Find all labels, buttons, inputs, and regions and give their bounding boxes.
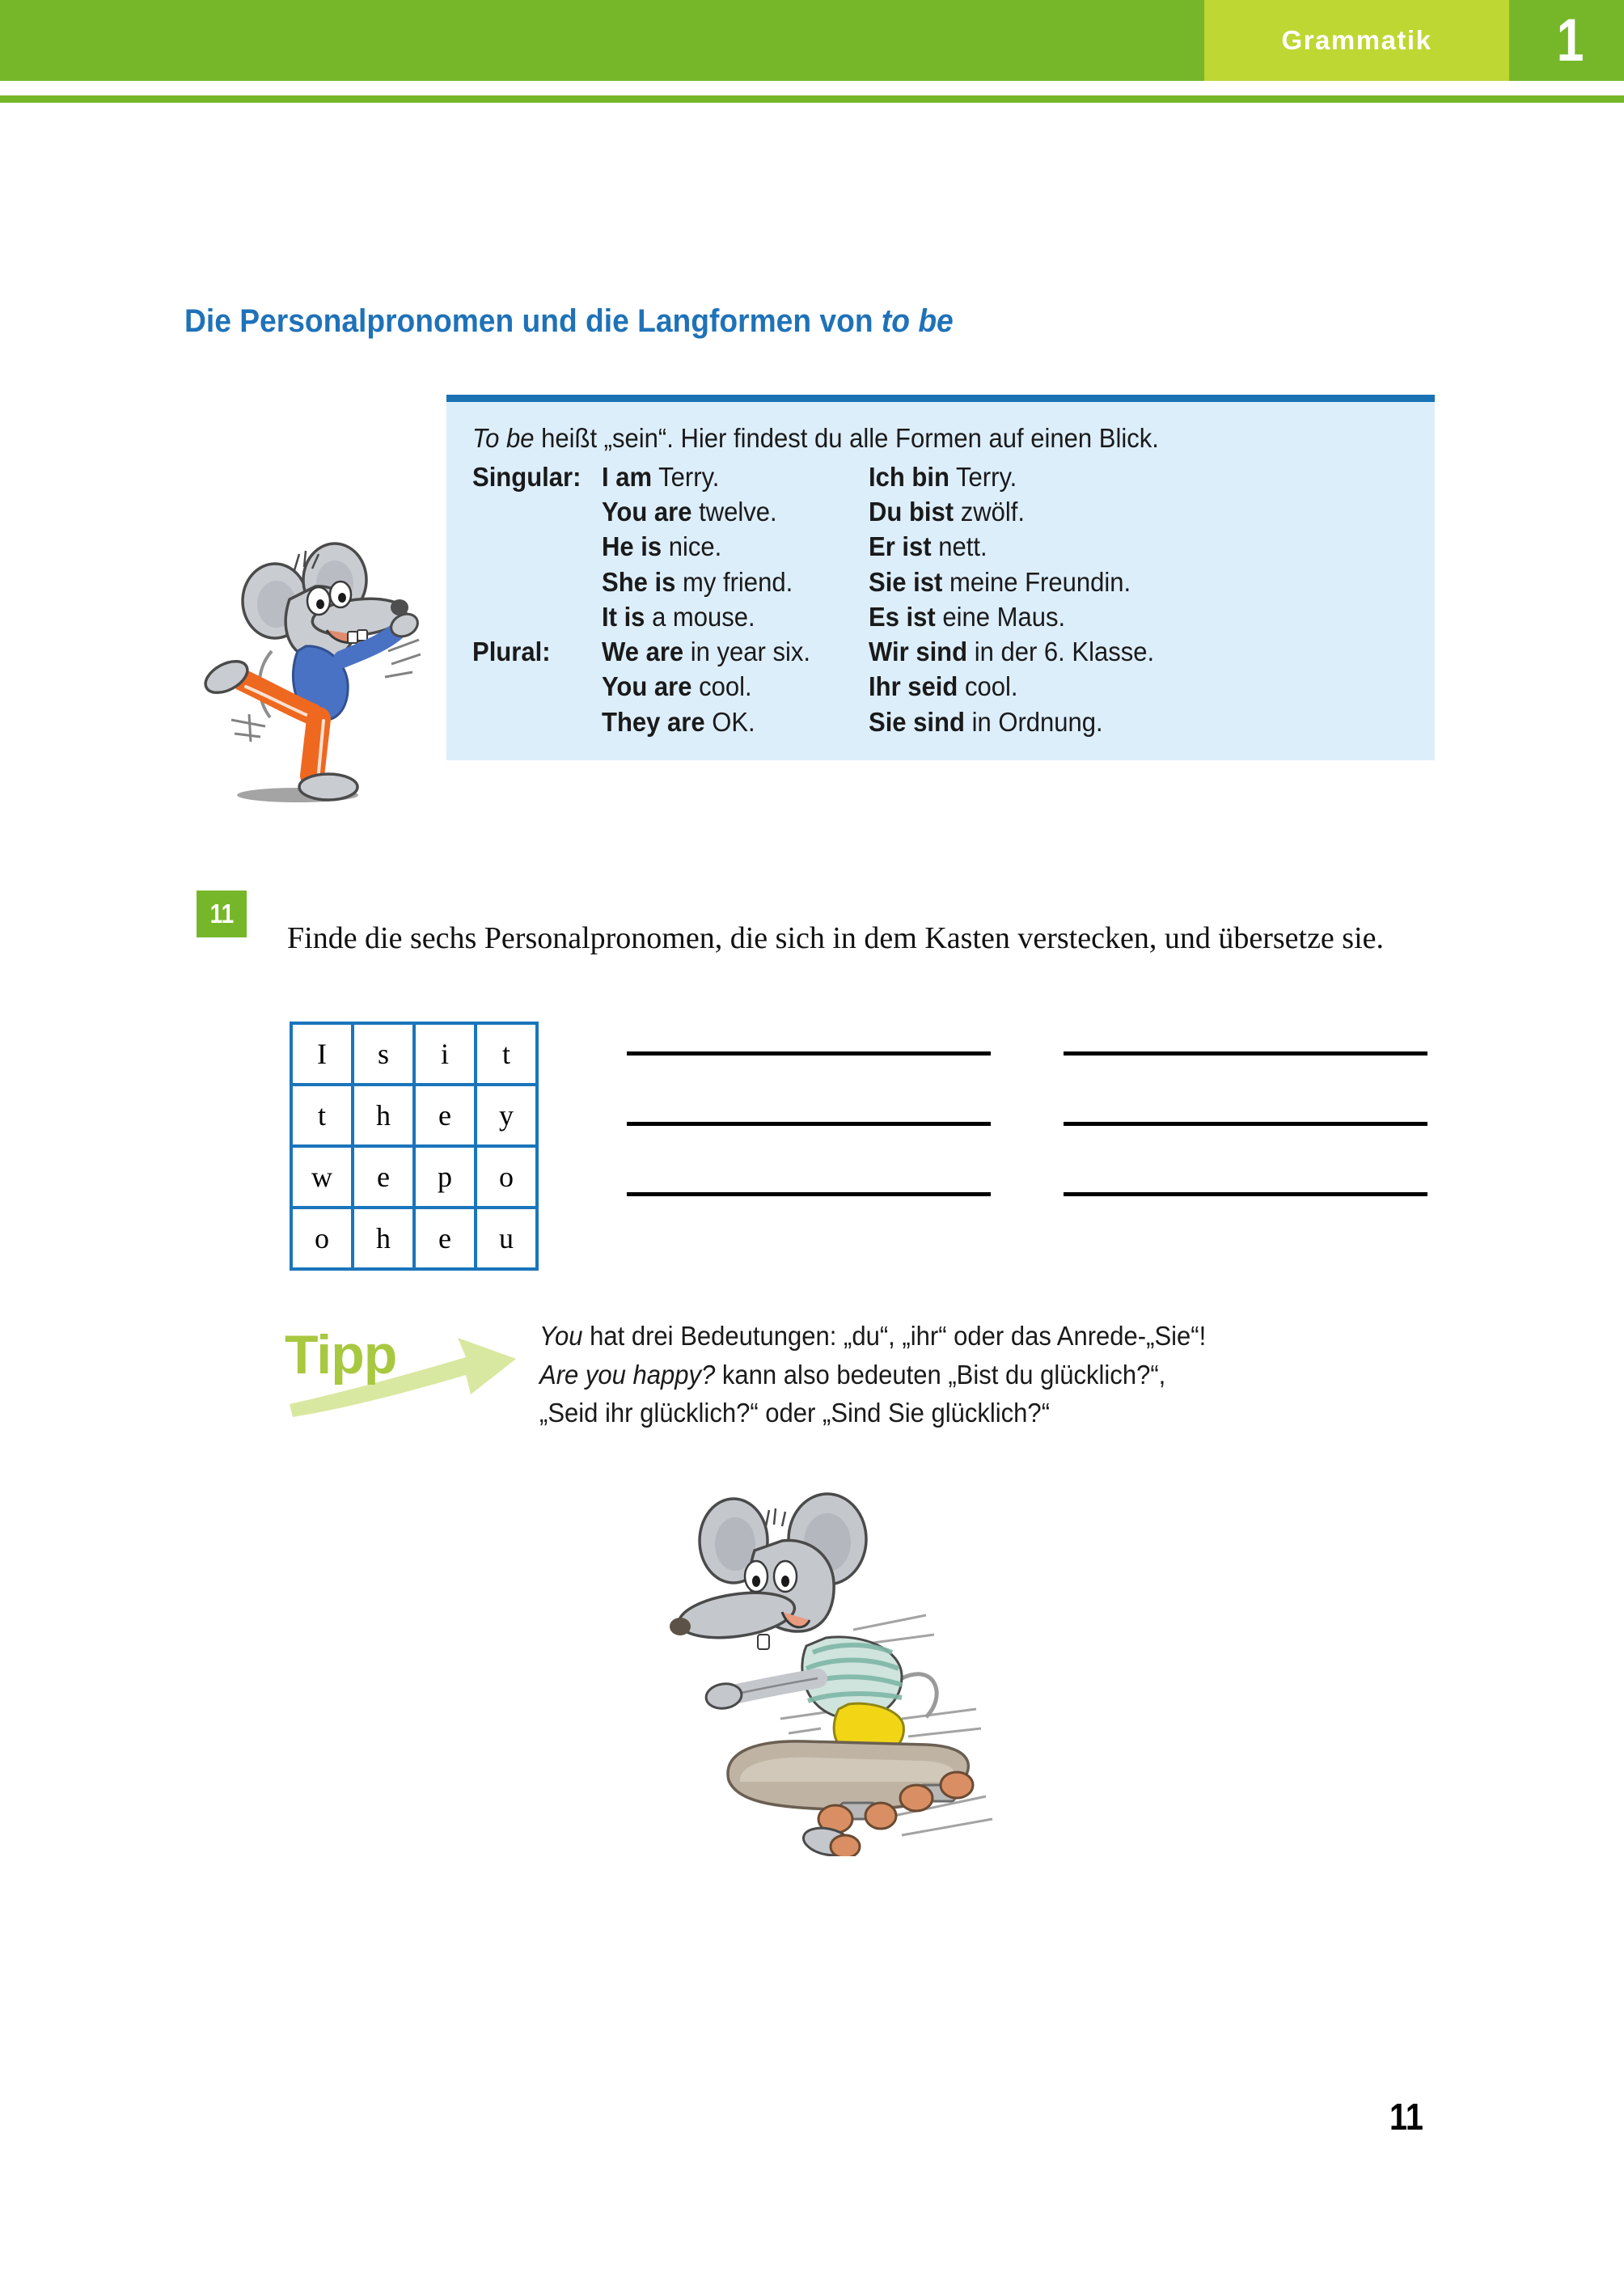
conjugation-german-form: Er ist: [869, 531, 932, 562]
exercise-number-badge: [197, 891, 247, 937]
answer-line-row: [627, 1122, 1436, 1126]
answer-line[interactable]: [627, 1051, 991, 1056]
conjugation-german-form: Ihr seid: [869, 671, 958, 702]
letter-grid-cell[interactable]: i: [414, 1023, 476, 1085]
conjugation-english: They are OK.: [602, 706, 755, 737]
answer-line[interactable]: [1064, 1192, 1427, 1196]
conjugation-english: I am Terry.: [602, 462, 720, 492]
conjugation-number-label: Singular:: [472, 462, 582, 492]
conjugation-english-form: We are: [602, 637, 684, 667]
letter-grid-cell[interactable]: s: [353, 1023, 414, 1085]
tip-line-2-emphasis: Are you happy?: [539, 1359, 716, 1390]
conjugation-german: Du bist zwölf.: [869, 497, 1026, 527]
answer-line[interactable]: [627, 1192, 991, 1196]
info-box-intro-rest: heißt „sein“. Hier findest du alle Formen auf einen Blick.: [534, 423, 1159, 453]
letter-grid-cell[interactable]: o: [476, 1146, 537, 1208]
conjugation-english-form: She is: [602, 566, 676, 597]
tip-line-1: [539, 1317, 1387, 1356]
letter-grid-cell[interactable]: h: [353, 1085, 414, 1146]
conjugation-english: You are twelve.: [602, 497, 777, 527]
conjugation-english: You are cool.: [602, 671, 752, 702]
conjugation-german-form: Sie ist: [869, 566, 943, 597]
letter-search-grid[interactable]: [290, 1022, 539, 1271]
conjugation-row: [472, 599, 1435, 634]
answer-line-row: [627, 1192, 1436, 1196]
answer-line[interactable]: [1064, 1122, 1427, 1126]
letter-grid-row: [291, 1208, 537, 1269]
grammar-info-box: [446, 395, 1435, 760]
conjugation-german: Er ist nett.: [869, 531, 988, 562]
conjugation-table: [446, 459, 1435, 739]
mouse-skateboard-illustration: [659, 1476, 1007, 1856]
tip-line-2-rest: kann also bedeuten „Bist du glücklich?“,: [715, 1359, 1166, 1390]
tip-line-1-rest: hat drei Bedeutungen: „du“, „ihr“ oder das Anrede-„Sie“!: [582, 1321, 1207, 1351]
conjugation-english-form: I am: [602, 462, 653, 492]
letter-grid-cell[interactable]: t: [291, 1085, 353, 1146]
exercise-number: 11: [209, 899, 234, 929]
header-section-tab: [1204, 0, 1509, 81]
conjugation-row: [472, 529, 1435, 564]
conjugation-number-label: Plural:: [472, 637, 551, 667]
conjugation-german: Sie sind in Ordnung.: [869, 706, 1103, 737]
conjugation-row: [472, 669, 1435, 704]
conjugation-english-form: They are: [602, 706, 705, 737]
letter-grid-cell[interactable]: w: [291, 1146, 353, 1208]
letter-grid-cell[interactable]: t: [476, 1023, 537, 1085]
conjugation-german-form: Ich bin: [869, 462, 949, 492]
conjugation-english: We are in year six.: [602, 637, 811, 667]
conjugation-german-form: Wir sind: [869, 637, 968, 667]
tip-text: [539, 1317, 1441, 1432]
exercise-instruction: Finde die sechs Personalpronomen, die sich in dem Kasten verstecken, und übersetze sie.: [287, 921, 1385, 955]
conjugation-english-form: You are: [602, 671, 692, 702]
tip-label: Tipp: [285, 1324, 397, 1386]
answer-line-row: [627, 1051, 1436, 1056]
conjugation-german: Wir sind in der 6. Klasse.: [869, 637, 1155, 667]
letter-grid-cell[interactable]: y: [476, 1085, 537, 1146]
letter-grid-cell[interactable]: e: [414, 1085, 476, 1146]
info-box-intro: [472, 423, 1377, 454]
conjugation-number-label: [472, 704, 594, 739]
conjugation-row: [472, 565, 1435, 599]
conjugation-row: [472, 704, 1435, 739]
header-section-label: Grammatik: [1281, 25, 1432, 55]
conjugation-number-label: [472, 599, 594, 634]
letter-grid-cell[interactable]: u: [476, 1208, 537, 1269]
conjugation-english: He is nice.: [602, 531, 722, 562]
letter-grid-cell[interactable]: o: [291, 1208, 353, 1269]
conjugation-number-label: [472, 565, 594, 599]
letter-grid-row: [291, 1023, 537, 1085]
letter-grid-cell[interactable]: I: [291, 1023, 353, 1085]
conjugation-row: [472, 459, 1435, 494]
mouse-dancing-illustration: [176, 530, 435, 805]
page-title-emphasis: to be: [881, 302, 954, 339]
conjugation-english: She is my friend.: [602, 566, 793, 597]
answer-line[interactable]: [627, 1122, 991, 1126]
page-number: 11: [1389, 2096, 1423, 2138]
header-chapter-number: 1: [1557, 6, 1584, 74]
tip-line-3: „Seid ihr glücklich?“ oder „Sind Sie glücklich?“: [539, 1398, 1051, 1428]
letter-grid-row: [291, 1146, 537, 1208]
conjugation-row: [472, 494, 1435, 529]
conjugation-german: Ihr seid cool.: [869, 671, 1018, 702]
tip-line-2: [539, 1356, 1387, 1394]
conjugation-german-form: Du bist: [869, 497, 954, 527]
answer-line[interactable]: [1064, 1051, 1427, 1056]
letter-grid-row: [291, 1085, 537, 1146]
letter-grid-cell[interactable]: p: [414, 1146, 476, 1208]
conjugation-german-form: Es ist: [869, 601, 936, 632]
conjugation-english-form: He is: [602, 531, 662, 562]
conjugation-number-label: [472, 494, 594, 529]
answer-lines-area: [627, 1051, 1436, 1263]
letter-grid-cell[interactable]: h: [353, 1208, 414, 1269]
info-box-intro-emphasis: To be: [472, 423, 535, 453]
letter-grid-cell[interactable]: e: [353, 1146, 414, 1208]
conjugation-german-form: Sie sind: [869, 706, 965, 737]
tip-line-1-emphasis: You: [539, 1321, 583, 1351]
page-title: [184, 303, 954, 340]
letter-grid-cell[interactable]: e: [414, 1208, 476, 1269]
conjugation-row: [472, 634, 1435, 669]
conjugation-english-form: You are: [602, 497, 692, 527]
conjugation-english-form: It is: [602, 601, 645, 632]
conjugation-german: Es ist eine Maus.: [869, 601, 1066, 632]
conjugation-german: Sie ist meine Freundin.: [869, 566, 1131, 597]
conjugation-number-label: [472, 529, 594, 564]
conjugation-german: Ich bin Terry.: [869, 462, 1017, 492]
header-divider-rule: [0, 95, 1624, 103]
page-title-text: Die Personalpronomen und die Langformen von: [184, 302, 882, 339]
conjugation-number-label: [472, 669, 594, 704]
conjugation-english: It is a mouse.: [602, 601, 755, 632]
header-chapter-tab: [1517, 0, 1624, 81]
